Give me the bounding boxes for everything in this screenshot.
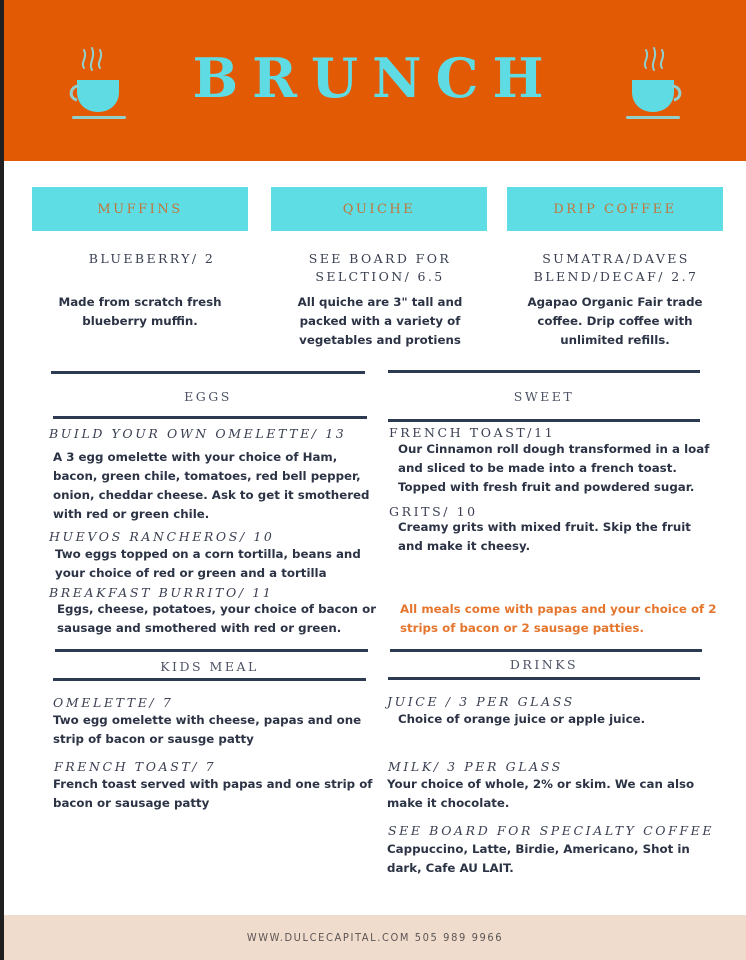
muffins-item-title: BLUEBERRY/ 2	[88, 251, 216, 266]
drinks-item-description: Your choice of whole, 2% or skim. We can also make it chocolate.	[387, 777, 695, 810]
kids-item-title: FRENCH TOAST/ 7	[54, 759, 217, 774]
sweet-section-label: SWEET	[513, 389, 575, 404]
sweet-top-rule	[388, 370, 700, 373]
sweet-item-title: FRENCH TOAST/11	[389, 425, 556, 440]
quiche-item-title: SEE BOARD FOR SELCTION/ 6.5	[308, 251, 452, 284]
tab-muffins: MUFFINS	[32, 187, 248, 231]
drinks-item-title: SEE BOARD FOR SPECIALTY COFFEE	[388, 823, 715, 838]
eggs-item-title: BUILD YOUR OWN OMELETTE/ 13	[49, 426, 347, 441]
drinks-item-description: Cappuccino, Latte, Birdie, Americano, Shot in dark, Cafe AU LAIT.	[387, 842, 690, 875]
eggs-item-title: BREAKFAST BURRITO/ 11	[49, 585, 274, 600]
drinks-bottom-rule	[388, 677, 700, 680]
eggs-item-description: Two eggs topped on a corn tortilla, beans and your choice of red or green and a tortilla	[55, 547, 361, 580]
kids-item-description: Two egg omelette with cheese, papas and one strip of bacon or sausge patty	[53, 713, 362, 746]
sweet-item-description: Creamy grits with mixed fruit. Skip the fruit and make it cheesy.	[398, 520, 691, 553]
kids-section-label: KIDS MEAL	[160, 659, 259, 674]
footer-contact[interactable]: WWW.DULCECAPITAL.COM 505 989 9966	[246, 931, 504, 944]
footer-bar	[4, 915, 746, 960]
header-banner	[4, 0, 746, 161]
drinks-item-title: MILK/ 3 PER GLASS	[388, 759, 563, 774]
drinks-item-description: Choice of orange juice or apple juice.	[398, 712, 646, 726]
coffee-cup-icon	[624, 42, 686, 122]
kids-top-rule	[55, 649, 368, 652]
eggs-bottom-rule	[53, 416, 367, 419]
drinks-section-label: DRINKS	[509, 657, 579, 672]
drinks-top-rule	[390, 649, 702, 652]
eggs-section-label: EGGS	[184, 389, 232, 404]
page-title: BRUNCH	[192, 46, 558, 110]
tab-quiche: QUICHE	[271, 187, 487, 231]
eggs-item-description: A 3 egg omelette with your choice of Ham, bacon, green chile, tomatoes, red bell pepper, onion, cheddar cheese. Ask to get it smothered with red or green chile.	[53, 450, 370, 521]
sweet-item-description: Our Cinnamon roll dough transformed in a loaf and sliced to be made into a french toast. Topped with fresh fruit and powdered sugar.	[398, 442, 710, 494]
quiche-description: All quiche are 3" tall and packed with a variety of vegetables and protiens	[297, 295, 463, 347]
kids-item-description: French toast served with papas and one strip of bacon or sausage patty	[53, 777, 373, 810]
eggs-item-title: HUEVOS RANCHEROS/ 10	[49, 529, 275, 544]
kids-bottom-rule	[53, 678, 366, 681]
meals-note: All meals come with papas and your choice of 2 strips of bacon or 2 sausage patties.	[400, 602, 717, 635]
tab-drip-coffee: DRIP COFFEE	[507, 187, 723, 231]
muffins-description: Made from scratch fresh blueberry muffin.	[58, 295, 222, 328]
eggs-item-description: Eggs, cheese, potatoes, your choice of bacon or sausage and smothered with red or green.	[57, 602, 377, 635]
eggs-top-rule	[51, 371, 365, 374]
kids-item-title: OMELETTE/ 7	[53, 695, 174, 710]
sweet-item-title: GRITS/ 10	[389, 504, 478, 519]
sweet-bottom-rule	[388, 419, 700, 422]
drip-coffee-item-title: SUMATRA/DAVES BLEND/DECAF/ 2.7	[533, 251, 699, 284]
drinks-item-title: JUICE / 3 PER GLASS	[387, 694, 575, 709]
drip-coffee-description: Agapao Organic Fair trade coffee. Drip coffee with unlimited refills.	[527, 295, 703, 347]
